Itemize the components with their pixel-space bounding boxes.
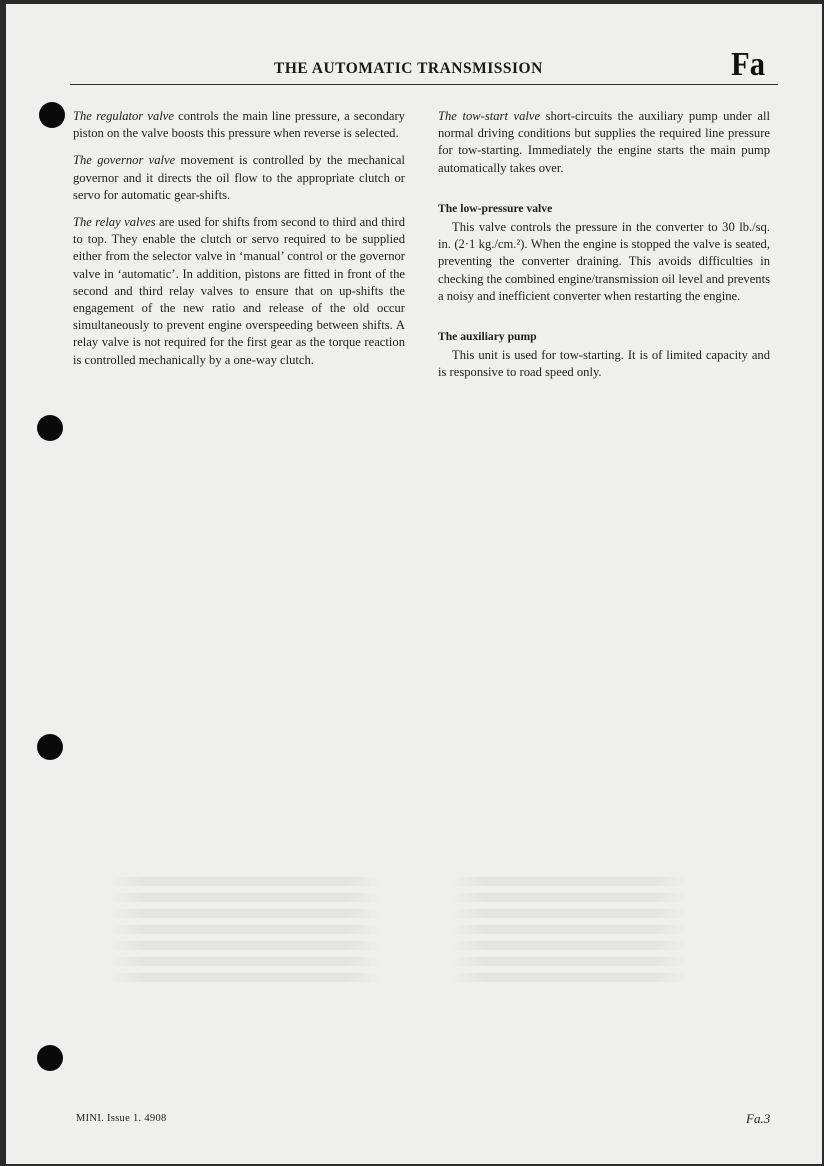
paragraph-regulator-valve: [73, 108, 405, 142]
footer-issue: MINI. Issue 1. 4908: [76, 1113, 167, 1124]
document-page: [6, 4, 822, 1164]
punch-hole: [37, 1045, 63, 1071]
footer-page-number: Fa.3: [746, 1111, 771, 1126]
paragraph-text: are used for shifts from second to third and third to top. They enable the clutch or servo required to be supplied either from the selector valve in ‘manual’ control or the governor valve in ‘automatic’. In addition, pistons are fitted in front of the second and third relay valves to ensure that on up-shifts the engagement of the new ratio and release of the old occur simultaneously to prevent engine overspeeding between shifts. A relay valve is not required for the first gear as the torque reaction is controlled mechanically by a one-way clutch.: [73, 215, 406, 367]
paragraph-text: controls the main line pressure, a secondary piston on the valve boosts this pressure when reverse is selected.: [73, 109, 405, 141]
paragraph-low-pressure-valve: This valve controls the pressure in the converter to 30 lb./sq. in. (2·1 kg./cm.²). When the engine is stopped the valve is seated, preventing the converter draining. This avoids difficulties in checking the combined engine/transmission oil level and prevents a noisy and inefficient converter when restarting the engine.: [438, 220, 770, 303]
term-regulator-valve: The regulator valve: [73, 109, 174, 123]
paragraph-text: short-circuits the auxiliary pump under all normal driving conditions but supplies the required line pressure for tow-starting. Immediately the engine starts the main pump automatically takes over.: [438, 109, 770, 175]
section-code: Fa: [731, 46, 766, 83]
punch-hole: [39, 102, 65, 128]
term-governor-valve: The governor valve: [73, 153, 176, 168]
heading-low-pressure-valve: The low-pressure valve: [438, 201, 553, 215]
paragraph-relay-valves: [73, 214, 405, 369]
heading-auxiliary-pump: The auxiliary pump: [438, 330, 537, 344]
paragraph-tow-start-valve: [438, 108, 770, 177]
punch-hole: [37, 734, 63, 760]
header-rule: [70, 84, 778, 85]
paragraph-auxiliary-pump: This unit is used for tow-starting. It is of limited capacity and is responsive to road speed only.: [438, 348, 770, 380]
term-relay-valves: The relay valves: [73, 215, 156, 230]
paragraph-governor-valve: [73, 152, 405, 204]
right-column: [438, 108, 770, 392]
page-title: THE AUTOMATIC TRANSMISSION: [274, 60, 543, 77]
punch-hole: [37, 415, 63, 441]
show-through-text: [76, 870, 756, 1020]
term-tow-start-valve: The tow-start valve: [438, 109, 541, 123]
left-column: [73, 108, 405, 379]
paragraph-text: movement is controlled by the mechanical governor and it directs the oil flow to the appropriate clutch or servo for automatic gear-shifts.: [73, 153, 405, 202]
